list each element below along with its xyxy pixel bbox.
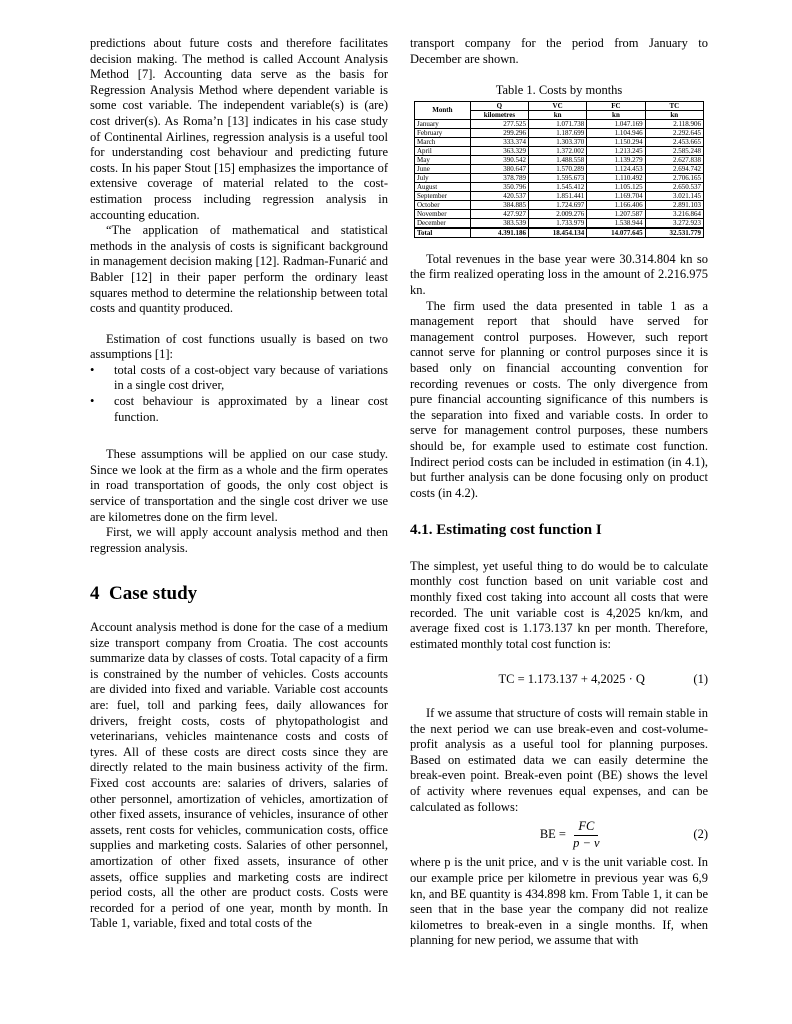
month-cell: November [415,209,471,218]
value-cell: 2.627.838 [645,155,703,164]
table-row [415,218,704,228]
value-cell: 1.207.587 [587,209,645,218]
month-cell: July [415,173,471,182]
paragraph: If we assume that structure of costs will remain stable in the next period we can use break-even and cost-volume-profit analysis as a useful tool for planning purposes. Based on estimated data we can easily determine the break-even point. Break-even point (BE) shows the level of activity where revenues equal expenses, and can be calculated as follows: [410,706,708,814]
equation-lhs: BE = [539,827,566,842]
value-cell: 378.789 [470,173,528,182]
value-cell: 390.542 [470,155,528,164]
value-cell: 2.009.276 [528,209,586,218]
paragraph: where p is the unit price, and v is the unit variable cost. In our example price per kilometre in previous year was 6,9 kn, and BE quantity is 434.898 km. From Table 1, it can be seen that in the base year the company did not realize kilometres to break-even in a single months. If, when planning for new period, we assume that with [410,855,708,948]
month-cell: January [415,119,471,128]
value-cell: 1.372.002 [528,146,586,155]
value-cell: 1.047.169 [587,119,645,128]
value-cell: 1.595.673 [528,173,586,182]
table-row [415,173,704,182]
value-cell: 2.650.537 [645,182,703,191]
month-cell: October [415,200,471,209]
table-total-row [415,228,704,238]
value-cell: 2.706.165 [645,173,703,182]
table-row [415,155,704,164]
table-row [415,200,704,209]
value-cell: 2.292.645 [645,128,703,137]
month-cell: September [415,191,471,200]
value-cell: 2.694.742 [645,164,703,173]
paragraph: transport company for the period from January to December are shown. [410,36,708,66]
value-cell: 277.525 [470,119,528,128]
equation-body: TC = 1.173.137 + 4,2025 · Q [498,672,645,687]
month-cell: March [415,137,471,146]
value-cell: 1.071.738 [528,119,586,128]
equation-1 [410,672,708,688]
value-cell: 1.105.125 [587,182,645,191]
value-cell: 1.124.453 [587,164,645,173]
value-cell: 1.303.370 [528,137,586,146]
table-row [415,209,704,218]
value-cell: 1.110.492 [587,173,645,182]
table-row [415,191,704,200]
list-item: • total costs of a cost-object vary because of variations in a single cost driver, [90,362,388,393]
total-value: 14.077.645 [587,228,645,238]
value-cell: 1.166.406 [587,200,645,209]
total-value: 18.454.134 [528,228,586,238]
value-cell: 363.329 [470,146,528,155]
value-cell: 1.104.946 [587,128,645,137]
paragraph: predictions about future costs and therefore facilitates decision making. The method is called Account Analysis Method [7]. Accounting data serve as the basis for Regression Analysis Method where dependent variable is some cost variable. The independent variable(s) is (are) cost driver(s). As Roma’n [13] indicates in his case study of Continental Airlines, regression analysis is a useful tool for understanding cost behaviour and predicting future costs. In his paper Stout [15] emphasizes the importance of extensive coverage of material related to the cost-estimation process including regression analysis in accounting education. [90,36,388,222]
table-unit: kn [645,110,703,119]
value-cell: 1.150.294 [587,137,645,146]
paragraph: Account analysis method is done for the case of a medium size transport company from Croatia. The cost accounts summarize data by classes of costs. Total capacity of a firm is constrained by the number of vehicles. Costs accounts are divided into fixed and variable. Variable cost accounts are: fuel, toll and parking fees, daily allowances for drivers, freight costs, costs of phytopathologist and veterinarians, vehicles maintenance costs and costs of tyres. All of these costs are direct costs since they are directly related to the main business activity of the firm. Fixed cost accounts are: salaries of drivers, salaries of other personnel, amortization of vehicles, amortization of other fixed assets, insurance of vehicles, insurance of other assets, rent costs for vehicles, communication costs, office supplies and marketing costs. Salaries of other personnel, amortization of other fixed assets, insurance of other assets, office supplies and marketing costs are indirect period costs, all the other are product costs. Costs were recorded for a period of one year, month by month. In Table 1, variable, fixed and total costs of the [90,620,388,931]
value-cell: 3.216.864 [645,209,703,218]
bullet-icon: • [90,362,95,377]
fraction-denominator: p − v [573,835,600,850]
table-unit: kilometres [470,110,528,119]
assumption-list [90,363,388,425]
value-cell: 1.538.944 [587,218,645,228]
value-cell: 383.539 [470,218,528,228]
paragraph: The simplest, yet useful thing to do would be to calculate monthly cost function based on unit variable cost and monthly fixed cost taking into account all costs that were recorded. The unit variable cost is 4,2025 kn/km, and average fixed cost is 1.173.137 kn per month. Therefore, estimated monthly total cost function is: [410,558,708,651]
month-cell: August [415,182,471,191]
value-cell: 2.585.248 [645,146,703,155]
value-cell: 427.927 [470,209,528,218]
table-row [415,119,704,128]
equation-number: (2) [693,827,708,842]
value-cell: 350.796 [470,182,528,191]
paragraph: The firm used the data presented in table 1 as a management report that should have served for management control purposes. However, such report cannot serve for planning or control purposes since it is based only on financial accounting convention for recording revenues or costs. The only divergence from pure financial accounting significance of this numbers is the separation into fixed and variable costs. In order to serve for management control purposes, these numbers should be, for example used to estimate cost function. Indirect period costs can be included in estimation (in 4.1), but further analysis can be done focusing only on product costs (in 4.2). [410,298,708,500]
value-cell: 380.647 [470,164,528,173]
value-cell: 1.733.979 [528,218,586,228]
table-row [415,137,704,146]
value-cell: 1.213.245 [587,146,645,155]
paragraph: “The application of mathematical and statistical methods in the analysis of costs is significant background in management decision making [12]. Radman-Funarić and Babler [12] in their paper perform the ordinary least squares method to determine the relationship between total costs and quantity produced. [90,223,388,316]
value-cell: 1.488.558 [528,155,586,164]
table-row [415,146,704,155]
value-cell: 2.118.906 [645,119,703,128]
table-row [415,164,704,173]
table-caption: Table 1. Costs by months [495,83,623,98]
value-cell: 3.272.923 [645,218,703,228]
value-cell: 1.724.697 [528,200,586,209]
equation-body [410,819,693,851]
table-unit: kn [528,110,586,119]
value-cell: 1.570.289 [528,164,586,173]
value-cell: 299.296 [470,128,528,137]
value-cell: 1.851.441 [528,191,586,200]
month-cell: May [415,155,471,164]
bullet-icon: • [90,394,95,409]
value-cell: 1.139.279 [587,155,645,164]
subsection-heading: 4.1. Estimating cost function I [410,522,602,539]
value-cell: 2.453.665 [645,137,703,146]
value-cell: 3.021.145 [645,191,703,200]
value-cell: 1.187.699 [528,128,586,137]
table-header: TC [645,101,703,110]
value-cell: 333.374 [470,137,528,146]
costs-table [414,101,704,238]
section-heading [90,583,388,605]
value-cell: 1.545.412 [528,182,586,191]
right-column [410,36,708,949]
month-cell: April [415,146,471,155]
fraction [569,819,603,851]
table-header-month: Month [415,101,471,119]
table-header: FC [587,101,645,110]
value-cell: 2.891.103 [645,200,703,209]
table-unit: kn [587,110,645,119]
section-title: Case study [109,583,198,605]
list-item: • cost behaviour is approximated by a linear cost function. [90,394,388,424]
table-row [415,128,704,137]
value-cell: 384.885 [470,200,528,209]
total-value: 4.391.186 [470,228,528,238]
value-cell: 1.169.704 [587,191,645,200]
month-cell: February [415,128,471,137]
month-cell: June [415,164,471,173]
paragraph: Total revenues in the base year were 30.314.804 kn so the firm realized operating loss in the amount of 2.216.975 kn. [410,251,708,297]
left-column [90,36,388,932]
equation-2 [410,819,708,851]
paragraph: These assumptions will be applied on our case study. Since we look at the firm as a whole and the firm operates in road transportation of goods, the only cost object is service of transportation and the single cost driver we use are kilometres done on the firm level. [90,447,388,524]
equation-number: (1) [693,672,708,687]
total-value: 32.531.779 [645,228,703,238]
value-cell: 420.537 [470,191,528,200]
table-header: Q [470,101,528,110]
table-header: VC [528,101,586,110]
section-number: 4 [90,583,100,605]
table-row [415,182,704,191]
paragraph: First, we will apply account analysis method and then regression analysis. [90,525,388,555]
paragraph: Estimation of cost functions usually is based on two assumptions [1]: [90,331,388,362]
fraction-numerator: FC [574,819,598,836]
total-label: Total [415,228,471,238]
month-cell: December [415,218,471,228]
table-body [415,119,704,237]
